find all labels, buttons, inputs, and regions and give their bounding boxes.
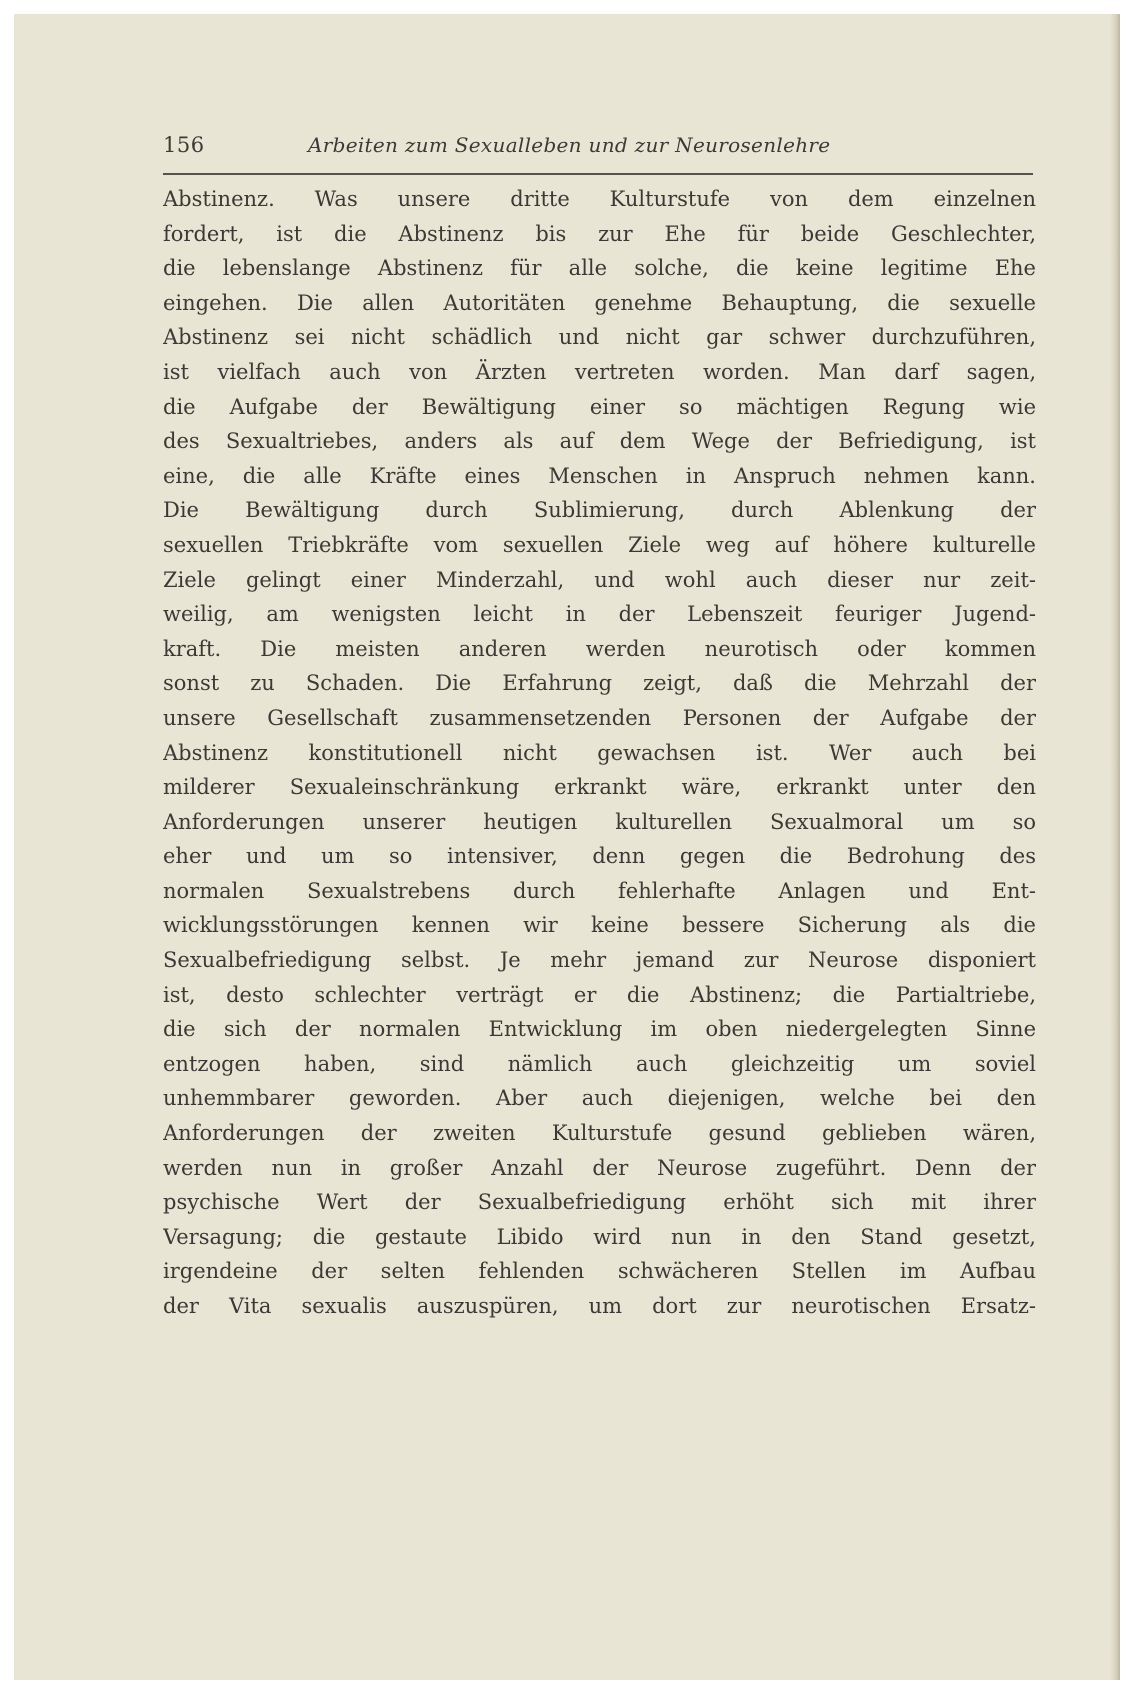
- text-line: Versagung; die gestaute Libido wird nun in den Stand gesetzt,: [163, 1224, 1036, 1249]
- text-line: psychische Wert der Sexualbefriedigung erhöht sich mit ihrer: [163, 1190, 1036, 1215]
- text-line: sexuellen Triebkräfte vom sexuellen Ziele weg auf höhere kulturelle: [163, 532, 1036, 557]
- text-line: Anforderungen unserer heutigen kulturellen Sexualmoral um so: [163, 809, 1036, 834]
- text-line: normalen Sexualstrebens durch fehlerhafte Anlagen und Ent-: [163, 878, 1036, 903]
- text-line: kraft. Die meisten anderen werden neurotisch oder kommen: [163, 636, 1036, 661]
- text-line: eine, die alle Kräfte eines Menschen in Anspruch nehmen kann.: [163, 463, 1036, 488]
- text-line: ist, desto schlechter verträgt er die Abstinenz; die Partialtriebe,: [163, 982, 1036, 1007]
- text-line: ist vielfach auch von Ärzten vertreten worden. Man darf sagen,: [163, 359, 1036, 384]
- text-line: sonst zu Schaden. Die Erfahrung zeigt, daß die Mehrzahl der: [163, 671, 1036, 696]
- text-line: Sexualbefriedigung selbst. Je mehr jemand zur Neurose disponiert: [163, 948, 1036, 973]
- text-line: unhemmbarer geworden. Aber auch diejenigen, welche bei den: [163, 1086, 1036, 1111]
- header-rule: [163, 173, 1033, 175]
- text-line: milderer Sexualeinschränkung erkrankt wäre, erkrankt unter den: [163, 775, 1036, 800]
- page-number: 156: [163, 133, 205, 157]
- text-line: die sich der normalen Entwicklung im oben niedergelegten Sinne: [163, 1017, 1036, 1042]
- text-line: Abstinenz. Was unsere dritte Kulturstufe von dem einzelnen: [163, 187, 1036, 211]
- text-line: eher und um so intensiver, denn gegen die Bedrohung des: [163, 844, 1036, 869]
- text-line: die lebenslange Abstinenz für alle solche, die keine legitime Ehe: [163, 256, 1036, 281]
- text-line: Ziele gelingt einer Minderzahl, und wohl auch dieser nur zeit-: [163, 567, 1036, 592]
- page-header: [163, 130, 1036, 164]
- text-line: unsere Gesellschaft zusammensetzenden Personen der Aufgabe der: [163, 705, 1036, 730]
- text-line: eingehen. Die allen Autoritäten genehme Behauptung, die sexuelle: [163, 290, 1036, 315]
- text-line: Anforderungen der zweiten Kulturstufe gesund geblieben wären,: [163, 1121, 1036, 1146]
- text-line: fordert, ist die Abstinenz bis zur Ehe für beide Geschlechter,: [163, 221, 1036, 246]
- text-line: irgendeine der selten fehlenden schwächeren Stellen im Aufbau: [163, 1259, 1036, 1284]
- running-title: Arbeiten zum Sexualleben und zur Neurosenlehre: [308, 133, 831, 157]
- text-line: weilig, am wenigsten leicht in der Lebenszeit feuriger Jugend-: [163, 602, 1036, 627]
- text-line: entzogen haben, sind nämlich auch gleichzeitig um soviel: [163, 1051, 1036, 1076]
- text-line: die Aufgabe der Bewältigung einer so mächtigen Regung wie: [163, 394, 1036, 419]
- page-spine-edge: [1110, 14, 1120, 1680]
- body-text: [163, 182, 1036, 1324]
- text-line: der Vita sexualis auszuspüren, um dort zur neurotischen Ersatz-: [163, 1294, 1036, 1318]
- text-line: wicklungsstörungen kennen wir keine bessere Sicherung als die: [163, 913, 1036, 938]
- text-line: werden nun in großer Anzahl der Neurose zugeführt. Denn der: [163, 1155, 1036, 1180]
- text-line: Die Bewältigung durch Sublimierung, durch Ablenkung der: [163, 498, 1036, 523]
- text-line: Abstinenz sei nicht schädlich und nicht gar schwer durchzuführen,: [163, 325, 1036, 350]
- text-line: des Sexualtriebes, anders als auf dem Wege der Befriedigung, ist: [163, 429, 1036, 454]
- text-line: Abstinenz konstitutionell nicht gewachsen ist. Wer auch bei: [163, 740, 1036, 765]
